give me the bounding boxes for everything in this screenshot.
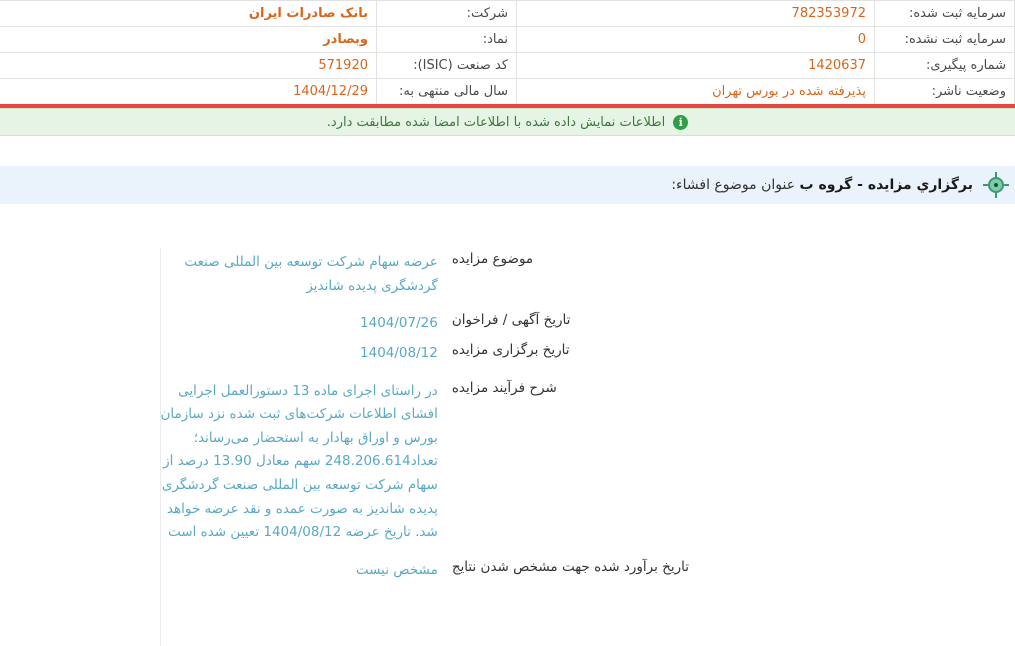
symbol-label-cell	[377, 27, 517, 53]
isic-value: 571920	[318, 58, 368, 73]
page-title	[671, 177, 973, 193]
disclosure-detail-area	[0, 248, 1015, 646]
fiscal-year-value-cell	[0, 79, 377, 105]
announcement-date-value: 1404/07/26	[360, 315, 438, 332]
table-row	[0, 53, 1015, 79]
auction-process-description-label: شرح فرآیند مزایده	[451, 379, 557, 396]
company-label: شرکت:	[466, 6, 508, 21]
fiscal-year-value: 1404/12/29	[293, 84, 368, 99]
auction-process-description-value: در راستای اجرای ماده 13 دستورالعمل اجرایی افشای اطلاعات شرکت‌های ثبت شده نزد سازمان بورس و اوراق بهادار به استحضار می‌رساند؛ تعداد248.206.614 سهم معادل 13.90 درصد از سهام شرکت توسعه بین المللی صنعت گردشگری پدیده شاندیز به صورت عمده و نقد عرضه خواهد شد. تاریخ عرضه 1404/08/12 تعیین شده است	[160, 382, 438, 541]
table-row	[0, 1, 1015, 27]
table-row	[0, 27, 1015, 53]
company-value-cell	[0, 1, 377, 27]
symbol-value: وبصادر	[323, 32, 368, 47]
unregistered-capital-value-cell	[517, 27, 875, 53]
disclosure-subject: برگزاري مزایده - گروه ب	[799, 177, 973, 193]
tracking-number-label-cell	[875, 53, 1015, 79]
spacer	[0, 136, 1015, 166]
target-icon	[983, 172, 1009, 198]
auction-subject-value: عرضه سهام شرکت توسعه بین المللی صنعت گردشگری پدیده شاندیز	[184, 254, 438, 294]
fiscal-year-label-cell	[377, 79, 517, 105]
info-icon: i	[673, 115, 688, 130]
disclosure-detail-table	[152, 248, 697, 586]
list-item	[152, 377, 697, 548]
publisher-status-label: وضعیت ناشر:	[931, 84, 1006, 99]
list-item	[152, 309, 697, 339]
registered-capital-value: 782353972	[791, 6, 866, 21]
list-item	[152, 339, 697, 369]
registered-capital-label-cell	[875, 1, 1015, 27]
symbol-label: نماد:	[482, 32, 508, 47]
tracking-number-value-cell	[517, 53, 875, 79]
tracking-number-value: 1420637	[808, 58, 866, 73]
auction-date-label: تاریخ برگزاری مزایده	[451, 341, 570, 358]
signature-match-notice	[0, 108, 1015, 136]
disclosure-title-band	[0, 166, 1015, 204]
list-item	[152, 556, 697, 586]
isic-label-cell	[377, 53, 517, 79]
auction-subject-label: موضوع مزایده	[451, 251, 534, 267]
publisher-status-value: پذیرفته شده در بورس تهران	[712, 84, 866, 99]
notice-text: اطلاعات نمایش داده شده با اطلاعات امضا شده مطابقت دارد.	[326, 114, 666, 130]
company-name-value: بانک صادرات ایران	[248, 6, 368, 21]
estimated-results-date-label: تاریخ برآورد شده جهت مشخص شدن نتایج	[451, 558, 689, 575]
unregistered-capital-value: 0	[857, 32, 866, 47]
auction-date-value: 1404/08/12	[360, 344, 438, 361]
list-item	[152, 248, 697, 301]
publisher-status-label-cell	[875, 79, 1015, 105]
disclosure-subject-prefix: عنوان موضوع افشاء:	[671, 177, 796, 193]
isic-value-cell	[0, 53, 377, 79]
unregistered-capital-label-cell	[875, 27, 1015, 53]
company-label-cell	[377, 1, 517, 27]
fiscal-year-label: سال مالی منتهی به:	[398, 84, 508, 99]
registered-capital-label: سرمایه ثبت شده:	[908, 6, 1006, 21]
company-info-table	[0, 0, 1015, 105]
unregistered-capital-label: سرمایه ثبت نشده:	[904, 32, 1006, 47]
publisher-status-value-cell	[517, 79, 875, 105]
detail-divider	[160, 248, 161, 646]
isic-label: کد صنعت (ISIC):	[413, 58, 508, 73]
tracking-number-label: شماره پیگیری:	[926, 58, 1006, 73]
symbol-value-cell	[0, 27, 377, 53]
estimated-results-date-value: مشخص نیست	[355, 561, 438, 578]
table-row	[0, 79, 1015, 105]
registered-capital-value-cell	[517, 1, 875, 27]
announcement-date-label: تاریخ آگهی / فراخوان	[451, 312, 571, 329]
